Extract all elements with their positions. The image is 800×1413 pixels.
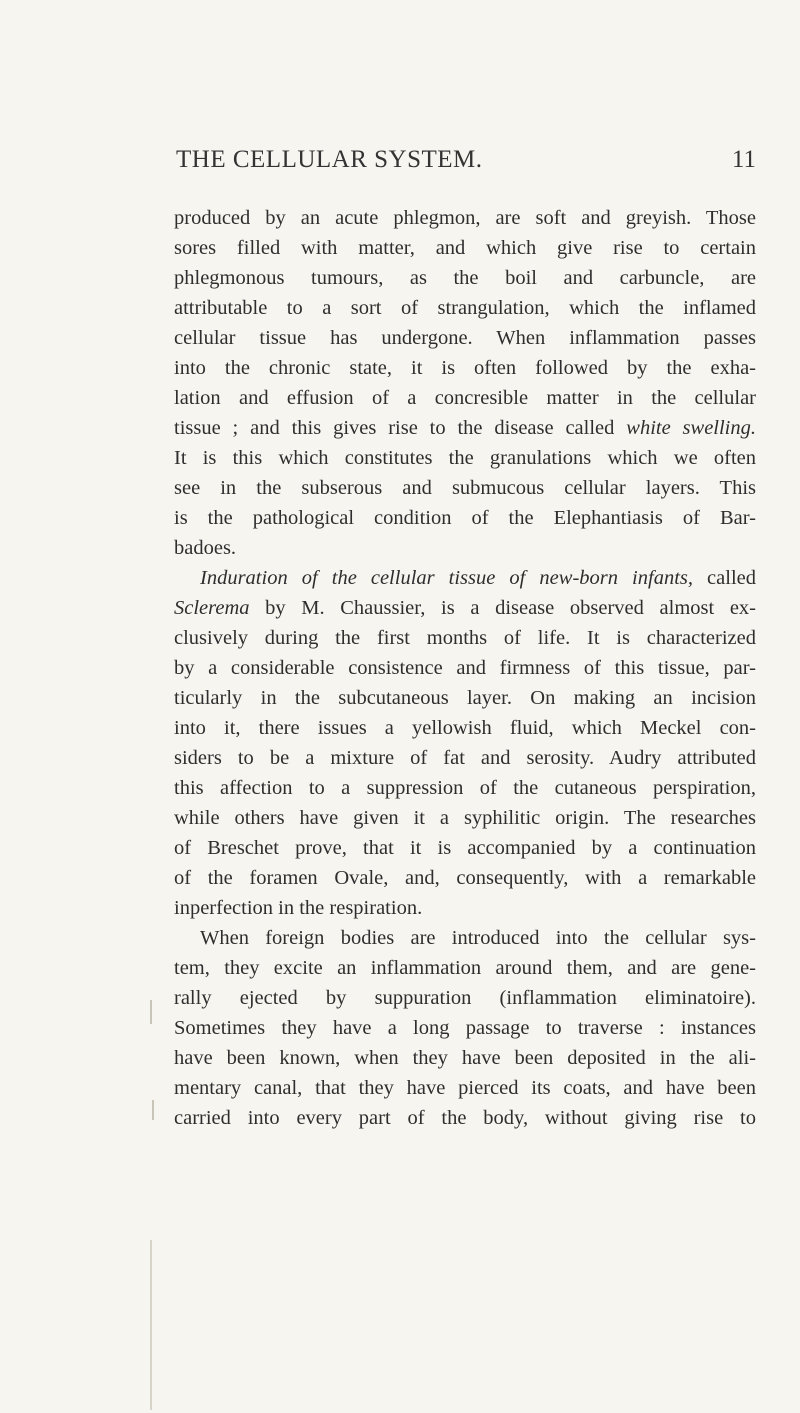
text-segment: clusively during the first months of life. It is characterized <box>174 627 756 649</box>
text-line <box>174 203 756 233</box>
text-line <box>174 1073 756 1103</box>
text-line <box>174 653 756 683</box>
text-segment: carried into every part of the body, without giving rise to <box>174 1107 756 1129</box>
text-segment: by a considerable consistence and firmness of this tissue, par- <box>174 657 756 679</box>
text-segment: this affection to a suppression of the cutaneous perspiration, <box>174 777 756 799</box>
italic-text-segment: Induration of the cellular tissue of new-born infants, <box>200 567 693 589</box>
text-line <box>174 1013 756 1043</box>
text-segment: tissue ; and this gives rise to the disease called <box>174 417 627 439</box>
text-line <box>174 623 756 653</box>
page-number: 11 <box>731 146 756 173</box>
text-segment: mentary canal, that they have pierced its coats, and have been <box>174 1077 756 1099</box>
text-segment: into the chronic state, it is often followed by the exha- <box>174 357 756 379</box>
text-segment: into it, there issues a yellowish fluid, which Meckel con- <box>174 717 756 739</box>
text-line <box>174 743 756 773</box>
text-segment: ticularly in the subcutaneous layer. On making an incision <box>174 687 756 709</box>
text-line <box>174 443 756 473</box>
text-line <box>174 1043 756 1073</box>
text-line <box>174 473 756 503</box>
text-line <box>174 983 756 1013</box>
text-line <box>174 713 756 743</box>
text-line <box>174 383 756 413</box>
text-line <box>174 833 756 863</box>
text-segment: tem, they excite an inflammation around them, and are gene- <box>174 957 756 979</box>
body-text <box>174 203 756 1133</box>
text-segment: lation and effusion of a concresible matter in the cellular <box>174 387 756 409</box>
text-line <box>174 953 756 983</box>
running-title: THE CELLULAR SYSTEM. <box>176 146 483 173</box>
text-line <box>174 563 756 593</box>
text-line <box>174 293 756 323</box>
text-segment: It is this which constitutes the granulations which we often <box>174 447 756 469</box>
text-segment: attributable to a sort of strangulation, which the inflamed <box>174 297 756 319</box>
text-segment: inperfection in the respiration. <box>174 897 423 919</box>
text-segment: called <box>693 567 756 589</box>
text-segment: produced by an acute phlegmon, are soft and greyish. Those <box>174 207 756 229</box>
text-segment: badoes. <box>174 537 237 559</box>
text-line <box>174 773 756 803</box>
scan-artifact <box>152 1100 154 1120</box>
text-line <box>174 233 756 263</box>
text-line <box>174 683 756 713</box>
text-line <box>174 893 756 923</box>
text-segment: sores filled with matter, and which give rise to certain <box>174 237 756 259</box>
text-line <box>174 503 756 533</box>
scan-artifact <box>150 1240 152 1410</box>
text-segment: of the foramen Ovale, and, consequently, with a remarkable <box>174 867 756 889</box>
text-line <box>174 533 756 563</box>
text-line <box>174 1103 756 1133</box>
text-line <box>174 593 756 623</box>
italic-text-segment: Sclerema <box>174 597 250 619</box>
text-segment: Sometimes they have a long passage to traverse : instances <box>174 1017 756 1039</box>
text-segment: have been known, when they have been deposited in the ali- <box>174 1047 756 1069</box>
text-segment: siders to be a mixture of fat and serosity. Audry attributed <box>174 747 756 769</box>
text-segment: see in the subserous and submucous cellular layers. This <box>174 477 756 499</box>
text-line <box>174 863 756 893</box>
text-segment: When foreign bodies are introduced into the cellular sys- <box>200 927 756 949</box>
text-segment: rally ejected by suppuration (inflammation eliminatoire). <box>174 987 756 1009</box>
text-segment: of Breschet prove, that it is accompanied by a continuation <box>174 837 756 859</box>
text-segment: phlegmonous tumours, as the boil and carbuncle, are <box>174 267 756 289</box>
italic-text-segment: white swelling. <box>626 417 757 439</box>
text-segment: is the pathological condition of the Elephantiasis of Bar- <box>174 507 756 529</box>
text-line <box>174 263 756 293</box>
text-line <box>174 413 756 443</box>
text-segment: cellular tissue has undergone. When inflammation passes <box>174 327 756 349</box>
page-header <box>176 146 756 176</box>
text-line <box>174 323 756 353</box>
text-line <box>174 353 756 383</box>
text-segment: by M. Chaussier, is a disease observed almost ex- <box>249 597 756 619</box>
scan-artifact <box>150 1000 152 1024</box>
text-segment: while others have given it a syphilitic origin. The researches <box>174 807 756 829</box>
text-line <box>174 923 756 953</box>
text-line <box>174 803 756 833</box>
